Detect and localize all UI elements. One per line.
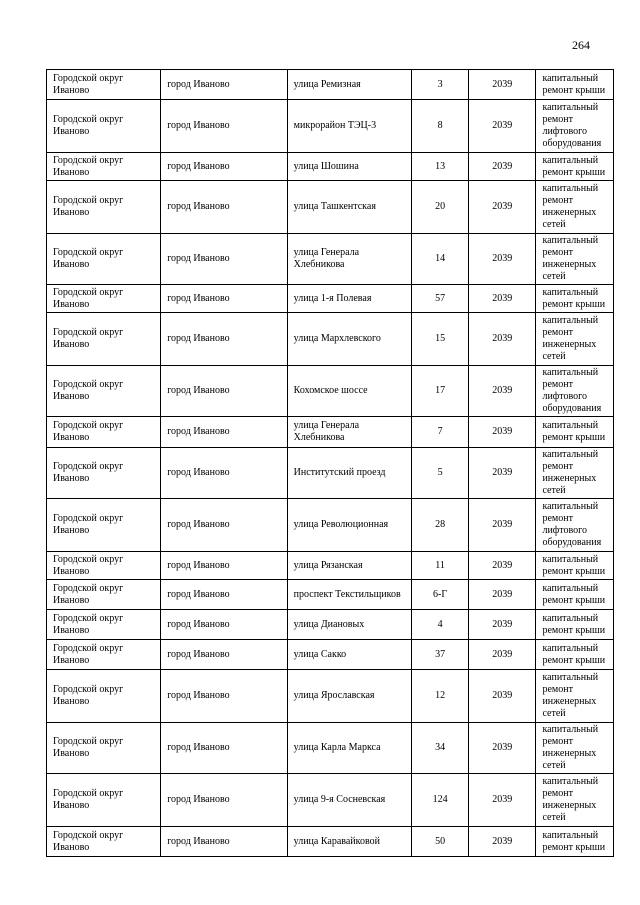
- table-row: [47, 366, 614, 417]
- repair-year-cell: 2039: [469, 153, 536, 181]
- work-type-cell: капитальный ремонт лифтового оборудования: [536, 499, 614, 552]
- city-cell: город Иваново: [161, 153, 287, 181]
- table-row: [47, 640, 614, 670]
- repair-year-cell: 2039: [469, 827, 536, 857]
- street-cell: улица Генерала Хлебникова: [287, 417, 411, 448]
- house-number-cell: 20: [412, 181, 469, 234]
- work-type-cell: капитальный ремонт инженерных сетей: [536, 723, 614, 774]
- street-cell: улица Генерала Хлебникова: [287, 234, 411, 285]
- city-cell: город Иваново: [161, 448, 287, 499]
- street-cell: проспект Текстильщиков: [287, 580, 411, 610]
- repair-year-cell: 2039: [469, 285, 536, 313]
- repair-year-cell: 2039: [469, 313, 536, 366]
- page-number: 264: [572, 38, 590, 52]
- street-cell: улица Рязанская: [287, 552, 411, 580]
- table-row: [47, 153, 614, 181]
- street-cell: улица Каравайковой: [287, 827, 411, 857]
- city-cell: город Иваново: [161, 723, 287, 774]
- okrug-cell: Городской округ Иваново: [47, 313, 161, 366]
- city-cell: город Иваново: [161, 285, 287, 313]
- repair-year-cell: 2039: [469, 499, 536, 552]
- house-number-cell: 4: [412, 610, 469, 640]
- okrug-cell: Городской округ Иваново: [47, 610, 161, 640]
- okrug-cell: Городской округ Иваново: [47, 70, 161, 100]
- table-row: [47, 417, 614, 448]
- work-type-cell: капитальный ремонт инженерных сетей: [536, 181, 614, 234]
- table-row: [47, 610, 614, 640]
- house-number-cell: 7: [412, 417, 469, 448]
- street-cell: улица Диановых: [287, 610, 411, 640]
- street-cell: улица Мархлевского: [287, 313, 411, 366]
- table-row: [47, 181, 614, 234]
- city-cell: город Иваново: [161, 774, 287, 827]
- work-type-cell: капитальный ремонт лифтового оборудования: [536, 100, 614, 153]
- house-number-cell: 8: [412, 100, 469, 153]
- street-cell: улица 1-я Полевая: [287, 285, 411, 313]
- street-cell: улица Ремизная: [287, 70, 411, 100]
- house-number-cell: 3: [412, 70, 469, 100]
- street-cell: Кохомское шоссе: [287, 366, 411, 417]
- okrug-cell: Городской округ Иваново: [47, 499, 161, 552]
- okrug-cell: Городской округ Иваново: [47, 774, 161, 827]
- street-cell: улица 9-я Сосневская: [287, 774, 411, 827]
- repair-year-cell: 2039: [469, 181, 536, 234]
- street-cell: микрорайон ТЭЦ-3: [287, 100, 411, 153]
- repair-year-cell: 2039: [469, 417, 536, 448]
- okrug-cell: Городской округ Иваново: [47, 100, 161, 153]
- okrug-cell: Городской округ Иваново: [47, 153, 161, 181]
- house-number-cell: 15: [412, 313, 469, 366]
- house-number-cell: 6-Г: [412, 580, 469, 610]
- street-cell: Институтский проезд: [287, 448, 411, 499]
- work-type-cell: капитальный ремонт крыши: [536, 153, 614, 181]
- okrug-cell: Городской округ Иваново: [47, 417, 161, 448]
- city-cell: город Иваново: [161, 100, 287, 153]
- repair-year-cell: 2039: [469, 670, 536, 723]
- okrug-cell: Городской округ Иваново: [47, 285, 161, 313]
- work-type-cell: капитальный ремонт лифтового оборудования: [536, 366, 614, 417]
- work-type-cell: капитальный ремонт крыши: [536, 580, 614, 610]
- house-number-cell: 13: [412, 153, 469, 181]
- city-cell: город Иваново: [161, 366, 287, 417]
- okrug-cell: Городской округ Иваново: [47, 640, 161, 670]
- okrug-cell: Городской округ Иваново: [47, 670, 161, 723]
- house-number-cell: 57: [412, 285, 469, 313]
- house-number-cell: 17: [412, 366, 469, 417]
- okrug-cell: Городской округ Иваново: [47, 366, 161, 417]
- city-cell: город Иваново: [161, 552, 287, 580]
- repair-year-cell: 2039: [469, 234, 536, 285]
- house-number-cell: 37: [412, 640, 469, 670]
- street-cell: улица Революционная: [287, 499, 411, 552]
- house-number-cell: 12: [412, 670, 469, 723]
- work-type-cell: капитальный ремонт крыши: [536, 552, 614, 580]
- street-cell: улица Шошина: [287, 153, 411, 181]
- okrug-cell: Городской округ Иваново: [47, 448, 161, 499]
- table-row: [47, 448, 614, 499]
- repair-year-cell: 2039: [469, 640, 536, 670]
- work-type-cell: капитальный ремонт инженерных сетей: [536, 234, 614, 285]
- house-number-cell: 28: [412, 499, 469, 552]
- table-row: [47, 580, 614, 610]
- okrug-cell: Городской округ Иваново: [47, 181, 161, 234]
- repair-schedule-table: [46, 69, 614, 857]
- city-cell: город Иваново: [161, 670, 287, 723]
- work-type-cell: капитальный ремонт инженерных сетей: [536, 670, 614, 723]
- work-type-cell: капитальный ремонт крыши: [536, 70, 614, 100]
- table-row: [47, 100, 614, 153]
- street-cell: улица Ярославская: [287, 670, 411, 723]
- table-row: [47, 774, 614, 827]
- repair-year-cell: 2039: [469, 610, 536, 640]
- city-cell: город Иваново: [161, 417, 287, 448]
- okrug-cell: Городской округ Иваново: [47, 234, 161, 285]
- city-cell: город Иваново: [161, 580, 287, 610]
- repair-year-cell: 2039: [469, 100, 536, 153]
- city-cell: город Иваново: [161, 640, 287, 670]
- house-number-cell: 11: [412, 552, 469, 580]
- house-number-cell: 34: [412, 723, 469, 774]
- okrug-cell: Городской округ Иваново: [47, 827, 161, 857]
- table-row: [47, 827, 614, 857]
- table-row: [47, 670, 614, 723]
- city-cell: город Иваново: [161, 610, 287, 640]
- okrug-cell: Городской округ Иваново: [47, 723, 161, 774]
- repair-year-cell: 2039: [469, 580, 536, 610]
- work-type-cell: капитальный ремонт крыши: [536, 610, 614, 640]
- house-number-cell: 5: [412, 448, 469, 499]
- work-type-cell: капитальный ремонт инженерных сетей: [536, 774, 614, 827]
- city-cell: город Иваново: [161, 70, 287, 100]
- okrug-cell: Городской округ Иваново: [47, 580, 161, 610]
- street-cell: улица Ташкентская: [287, 181, 411, 234]
- street-cell: улица Карла Маркса: [287, 723, 411, 774]
- house-number-cell: 14: [412, 234, 469, 285]
- city-cell: город Иваново: [161, 827, 287, 857]
- table-row: [47, 499, 614, 552]
- city-cell: город Иваново: [161, 499, 287, 552]
- work-type-cell: капитальный ремонт крыши: [536, 640, 614, 670]
- table-row: [47, 70, 614, 100]
- city-cell: город Иваново: [161, 313, 287, 366]
- table-row: [47, 552, 614, 580]
- table-row: [47, 285, 614, 313]
- repair-year-cell: 2039: [469, 723, 536, 774]
- work-type-cell: капитальный ремонт инженерных сетей: [536, 313, 614, 366]
- okrug-cell: Городской округ Иваново: [47, 552, 161, 580]
- repair-year-cell: 2039: [469, 552, 536, 580]
- repair-year-cell: 2039: [469, 774, 536, 827]
- house-number-cell: 50: [412, 827, 469, 857]
- repair-year-cell: 2039: [469, 70, 536, 100]
- street-cell: улица Сакко: [287, 640, 411, 670]
- repair-year-cell: 2039: [469, 448, 536, 499]
- house-number-cell: 124: [412, 774, 469, 827]
- work-type-cell: капитальный ремонт крыши: [536, 285, 614, 313]
- work-type-cell: капитальный ремонт инженерных сетей: [536, 448, 614, 499]
- table-row: [47, 723, 614, 774]
- work-type-cell: капитальный ремонт крыши: [536, 827, 614, 857]
- city-cell: город Иваново: [161, 234, 287, 285]
- table-row: [47, 313, 614, 366]
- work-type-cell: капитальный ремонт крыши: [536, 417, 614, 448]
- repair-year-cell: 2039: [469, 366, 536, 417]
- table-row: [47, 234, 614, 285]
- city-cell: город Иваново: [161, 181, 287, 234]
